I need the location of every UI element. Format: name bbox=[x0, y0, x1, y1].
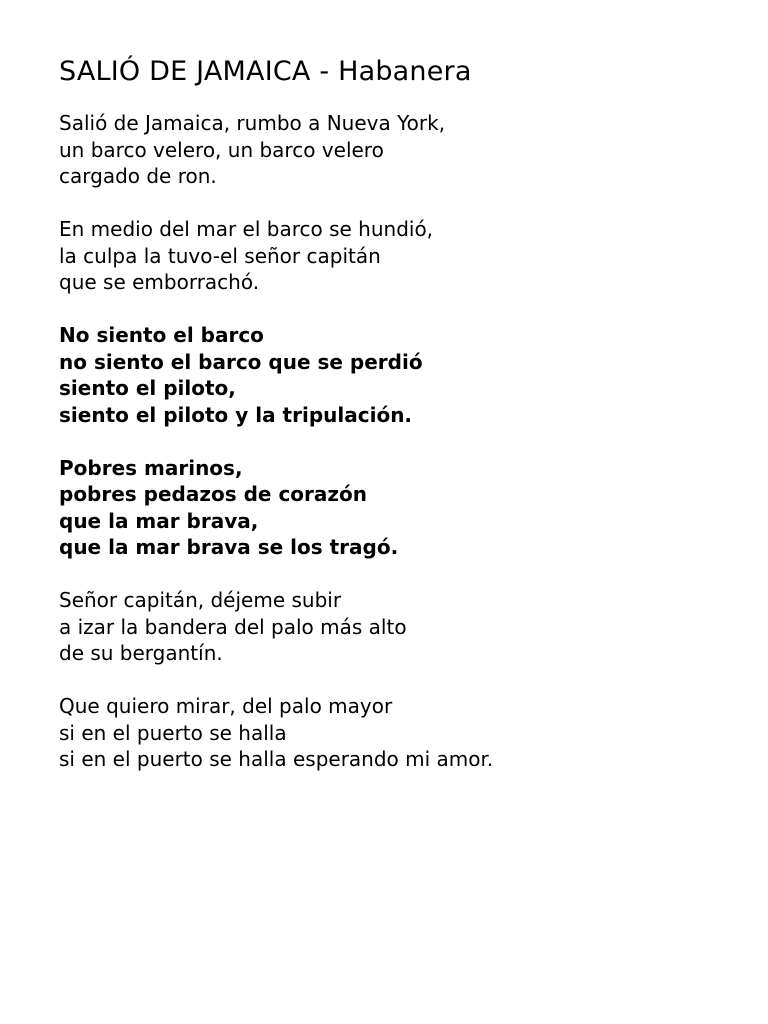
lyric-line: si en el puerto se halla bbox=[59, 720, 287, 745]
verse-stanza bbox=[59, 110, 749, 190]
lyric-line: pobres pedazos de corazón bbox=[59, 482, 368, 506]
lyric-line: Que quiero mirar, del palo mayor bbox=[59, 694, 393, 718]
lyrics-page bbox=[59, 52, 749, 799]
lyric-line: Salió de Jamaica, rumbo a Nueva York, bbox=[59, 111, 446, 135]
verse-stanza bbox=[59, 587, 749, 667]
lyric-line: de su bergantín. bbox=[59, 641, 223, 665]
lyric-line: siento el piloto y la tripulación. bbox=[59, 402, 413, 427]
lyric-line: a izar la bandera del palo más alto bbox=[59, 614, 407, 639]
lyric-line: que se emborrachó. bbox=[59, 270, 260, 294]
lyric-line: No siento el barco bbox=[59, 323, 264, 347]
lyric-line: Pobres marinos, bbox=[59, 455, 243, 480]
lyric-line: un barco velero, un barco velero bbox=[59, 137, 384, 162]
song-title: SALIÓ DE JAMAICA - Habanera bbox=[59, 56, 472, 87]
lyric-line: Señor capitán, déjeme subir bbox=[59, 588, 342, 612]
lyric-line: siento el piloto, bbox=[59, 376, 236, 400]
lyric-line: cargado de ron. bbox=[59, 164, 217, 188]
lyrics-body bbox=[59, 110, 749, 773]
lyric-line: no siento el barco que se perdió bbox=[59, 349, 423, 374]
chorus-stanza bbox=[59, 455, 749, 561]
lyric-line: la culpa la tuvo-el señor capitán bbox=[59, 243, 381, 268]
verse-stanza bbox=[59, 693, 749, 773]
lyric-line: si en el puerto se halla esperando mi amor. bbox=[59, 747, 494, 771]
chorus-stanza bbox=[59, 322, 749, 428]
verse-stanza bbox=[59, 216, 749, 296]
lyric-line: En medio del mar el barco se hundió, bbox=[59, 217, 434, 241]
lyric-line: que la mar brava, bbox=[59, 508, 259, 533]
lyric-line: que la mar brava se los tragó. bbox=[59, 535, 399, 559]
